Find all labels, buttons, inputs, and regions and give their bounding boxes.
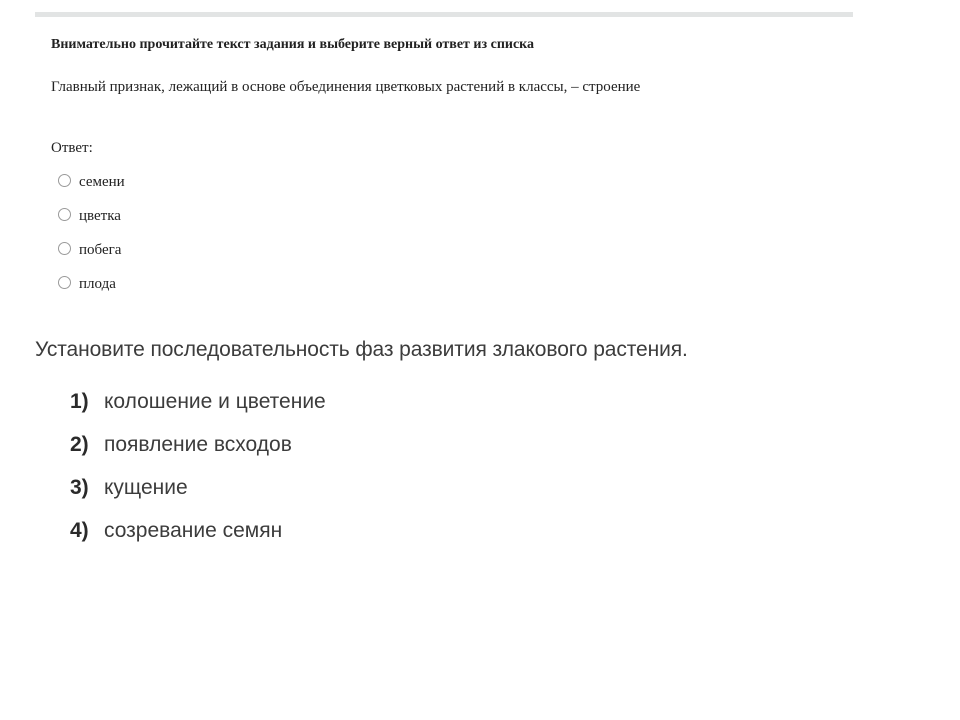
quiz-card [35, 12, 853, 324]
answer-option-tsvetka[interactable] [58, 206, 125, 240]
sequence-list [70, 390, 326, 562]
radio-button[interactable] [58, 208, 71, 221]
list-item-number: 4) [70, 519, 89, 542]
list-item-number: 1) [70, 390, 89, 413]
quiz-question-text: Главный признак, лежащий в основе объединения цветковых растений в классы, – строение [51, 79, 641, 95]
list-item-text: появление всходов [104, 433, 292, 456]
answer-option-pobega[interactable] [58, 240, 125, 274]
list-item [70, 390, 326, 433]
answer-option-ploda[interactable] [58, 274, 125, 308]
quiz-top-bar [35, 12, 853, 17]
sequence-task-title: Установите последовательность фаз развития злакового растения. [35, 338, 688, 361]
list-item-text: кущение [104, 476, 188, 499]
answer-label: Ответ: [51, 140, 93, 156]
list-item [70, 519, 326, 562]
list-item-text: колошение и цветение [104, 390, 326, 413]
answer-option-label[interactable]: плода [79, 276, 116, 292]
list-item-number: 3) [70, 476, 89, 499]
list-item [70, 433, 326, 476]
quiz-instruction: Внимательно прочитайте текст задания и выберите верный ответ из списка [51, 37, 535, 52]
radio-button[interactable] [58, 174, 71, 187]
sequence-task [35, 338, 688, 542]
answer-option-semeni[interactable] [58, 172, 125, 206]
answer-option-label[interactable]: побега [79, 242, 122, 258]
list-item [70, 476, 326, 519]
radio-button[interactable] [58, 276, 71, 289]
radio-button[interactable] [58, 242, 71, 255]
answer-option-label[interactable]: семени [79, 174, 125, 190]
list-item-text: созревание семян [104, 519, 283, 542]
answer-options [58, 172, 125, 308]
list-item-number: 2) [70, 433, 89, 456]
answer-option-label[interactable]: цветка [79, 208, 121, 224]
